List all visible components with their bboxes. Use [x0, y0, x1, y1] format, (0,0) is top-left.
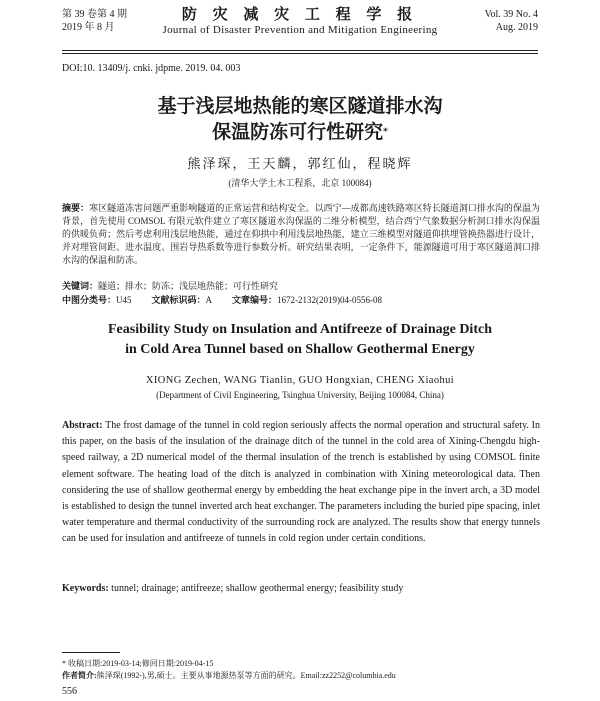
affiliation-cn: (清华大学土木工程系，北京 100084): [228, 178, 372, 188]
header-right: [485, 8, 538, 34]
classification-line: [62, 294, 540, 307]
title-cn-line1: 基于浅层地热能的寒区隧道排水沟: [157, 95, 443, 117]
doi: DOI:10. 13409/j. cnki. jdpme. 2019. 04. 003: [62, 63, 241, 74]
page-number: 556: [62, 686, 77, 697]
affiliation-en: (Department of Civil Engineering, Tsinghua University, Beijing 100084, China): [156, 390, 444, 400]
volume-en: Vol. 39 No. 4: [484, 9, 538, 20]
keywords-cn-label: 关键词：: [62, 281, 99, 291]
keywords-en: [62, 582, 540, 596]
title-en-line1: Feasibility Study on Insulation and Antifreeze of Drainage Ditch: [108, 322, 492, 337]
title-en-line2: in Cold Area Tunnel based on Shallow Geothermal Energy: [125, 342, 475, 357]
doc-code-value: A: [205, 295, 213, 305]
title-cn-line2: 保温防冻可行性研究*: [212, 121, 388, 143]
title-en: [0, 320, 600, 360]
doc-code-label: 文献标识码：: [151, 295, 206, 305]
journal-name-en: Journal of Disaster Prevention and Mitigation Engineering: [162, 24, 438, 36]
footnote-author-text: 熊泽琛(1992-),男,硕士。主要从事地源热泵等方面的研究。Email:zz2252@columbia.edu: [96, 671, 396, 680]
authors-cn: 熊泽琛，王天麟，郭红仙，程晓辉: [187, 156, 413, 171]
abstract-cn-label: 摘要：: [62, 203, 90, 213]
authors-en: XIONG Zechen, WANG Tianlin, GUO Hongxian, CHENG Xiaohui: [145, 375, 455, 386]
abstract-cn: [62, 202, 540, 267]
journal-name-cn: 防 灾 减 灾 工 程 学 报: [181, 7, 419, 23]
clc-label: 中图分类号：: [62, 295, 117, 305]
title-cn: [0, 93, 600, 145]
footnote-author: [62, 670, 560, 681]
keywords-cn: [62, 280, 540, 293]
article-id-label: 文章编号：: [232, 295, 278, 305]
abstract-en-label: Abstract:: [62, 420, 103, 431]
footnote-received: * 收稿日期:2019-03-14;修回日期:2019-04-15: [62, 659, 214, 668]
header-center: [62, 6, 538, 37]
header-rule-top: [62, 50, 538, 51]
footnote-author-label: 作者简介:: [62, 671, 97, 680]
running-header: [62, 6, 538, 52]
abstract-en: [62, 418, 540, 548]
footnote-rule: [62, 652, 120, 653]
abstract-en-text: The frost damage of the tunnel in cold region seriously affects the normal operation and structural safety. In this paper, on the basis of the insulation of the drainage ditch of the tunnel in the cold area of Xining-Chengdu high-speed railway, a 2D numerical model of the thermal insulation of the trench is established by using COMSOL finite element software. The heating load of the ditch is analyzed in combination with Xining meteorological data. Then considering the use of shallow geothermal energy by embedding the heat exchange pipe in the invert arch, a 3D model is established to design the tunnel inverted arch heat exchanger. The parameters including the buried pipe spacing, inlet water temperature and thermal conductivity of the surrounding rock are analyzed. The results show that energy tunnels can be used for insulation and antifreeze of tunnels in cold region under certain conditions.: [62, 420, 540, 545]
clc-value: U45: [116, 295, 132, 305]
keywords-cn-text: 隧道；排水；防冻；浅层地热能；可行性研究: [98, 281, 279, 291]
volume-cn: 第 39 卷第 4 期: [62, 9, 127, 20]
header-rule-bottom: [62, 53, 538, 54]
article-id-value: 1672-2132(2019)04-0556-08: [277, 295, 383, 305]
date-cn: 2019 年 8 月: [62, 22, 115, 33]
date-en: Aug. 2019: [495, 22, 538, 33]
abstract-cn-text: 寒区隧道冻害问题严重影响隧道的正常运营和结构安全。以西宁—成都高速铁路寒区特长隧道洞口排水沟的保温为背景，首先使用 COMSOL 有限元软件建立了寒区隧道水沟保温的二维分析模型，结合西宁气象数据分析洞口排水沟保温的供暖负荷；然后考虑利用浅层地热能，通过在仰拱中利用浅层地热能，建立三维模型对隧道仰拱埋管换热器进行设计，并对埋管间距、进水温度、围岩导热系数等进行参数分析。研究结果表明，一定条件下，能源隧道可用于寒区隧道洞口排水沟的保温和防冻。: [62, 203, 540, 265]
title-footnote-mark: *: [383, 127, 388, 137]
keywords-en-text: tunnel; drainage; antifreeze; shallow geothermal energy; feasibility study: [108, 583, 404, 594]
keywords-en-label: Keywords:: [62, 583, 109, 594]
